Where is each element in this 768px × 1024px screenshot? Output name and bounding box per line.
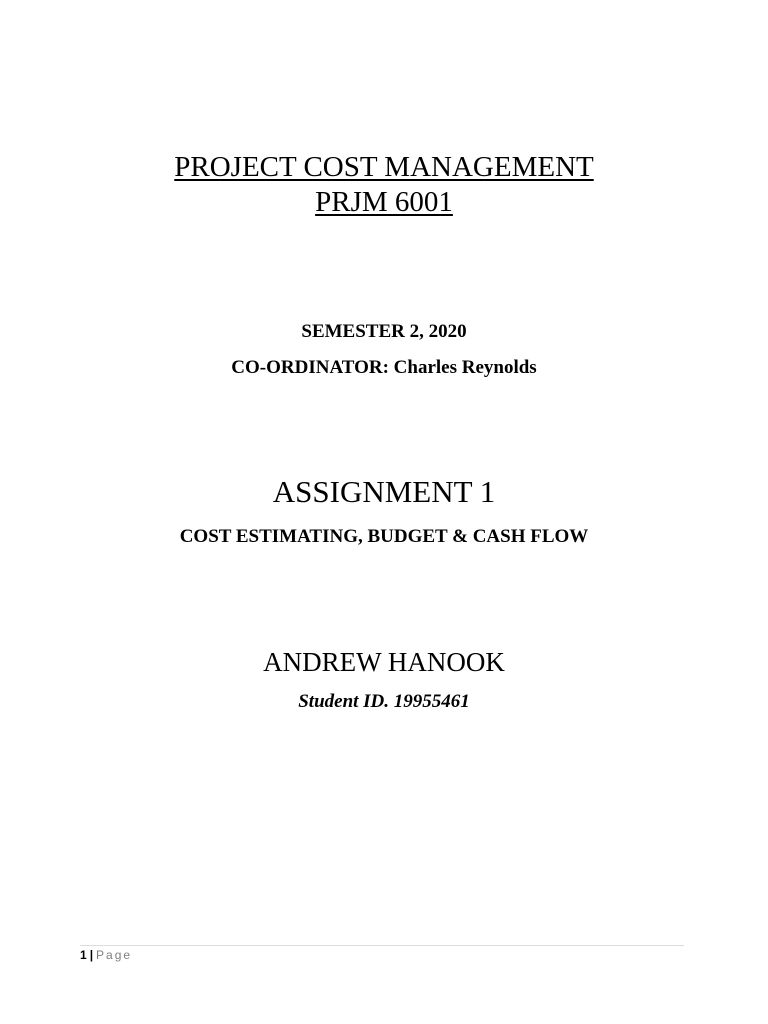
student-id: Student ID. 19955461 (298, 691, 470, 712)
author-name: ANDREW HANOOK (263, 647, 505, 677)
page-footer (80, 947, 132, 963)
course-code: PRJM 6001 (315, 186, 453, 218)
page-label: Page (96, 948, 133, 962)
footer-divider (80, 945, 684, 946)
assignment-subtitle: COST ESTIMATING, BUDGET & CASH FLOW (179, 526, 589, 547)
footer-separator: | (89, 948, 94, 962)
course-title: PROJECT COST MANAGEMENT (174, 151, 594, 183)
coordinator-label: CO-ORDINATOR: Charles Reynolds (231, 357, 537, 378)
semester-label: SEMESTER 2, 2020 (301, 321, 467, 342)
assignment-title: ASSIGNMENT 1 (272, 474, 496, 509)
page-number: 1 (80, 948, 87, 962)
